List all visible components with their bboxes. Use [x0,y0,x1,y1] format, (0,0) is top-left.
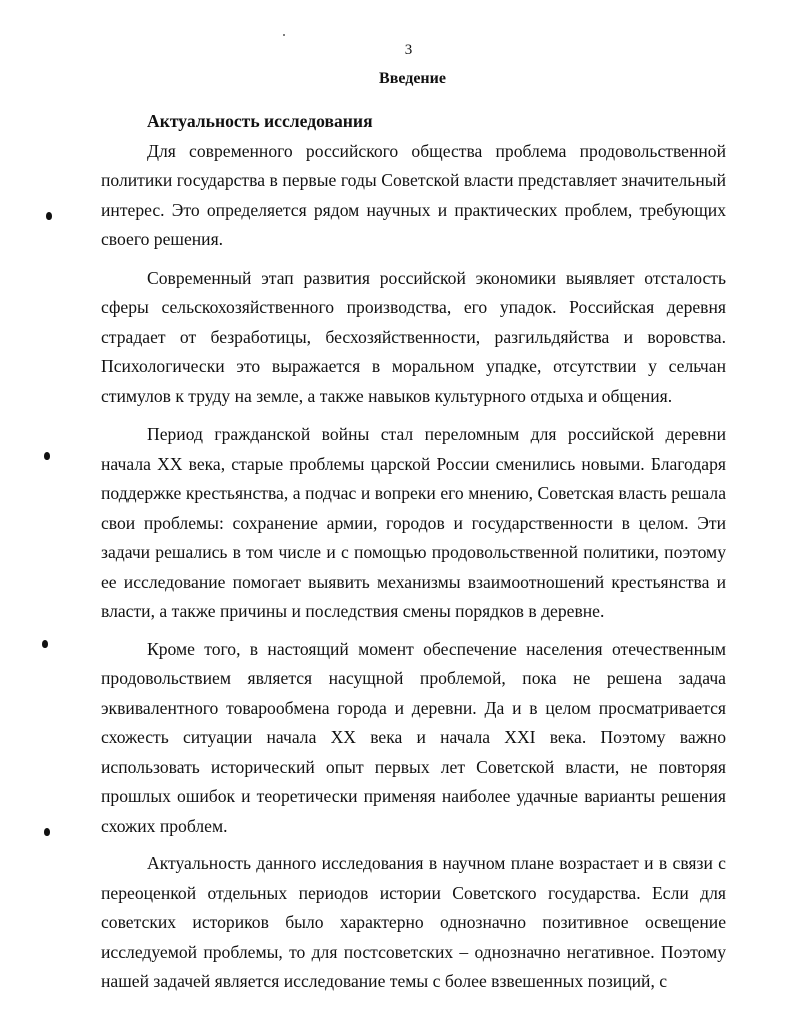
punch-hole-mark [46,212,52,220]
scan-speck [283,34,285,36]
page-number: 3 [404,42,413,58]
subheading: Актуальность исследования [147,111,373,131]
paragraph: Период гражданской войны стал переломным для российской деревни начала XX века, старые проблемы царской России сменились новыми. Благодаря поддержке крестьянства, а подчас и вопреки его мнению, Советская власть решала свои проблемы: сохранение армии, городов и государственности в целом. Эти задачи решались в том числе и с помощью продовольственной политики, поэтому ее исследование помогает выявить механизмы взаимоотношений крестьянства и власти, а также причины и последствия смены порядков в деревне. [101,424,726,621]
punch-hole-mark [44,828,50,836]
page-title: Введение [379,70,446,87]
paragraph: Для современного российского общества проблема продовольственной политики государства в первые годы Советской власти представляет значительный интерес. Это определяется рядом научных и практических проблем, требующих своего решения. [101,140,726,249]
paragraph: Актуальность данного исследования в научном плане возрастает и в связи с переоценкой отдельных периодов истории Советского государства. Если для советских историков было характерно однозначно позитивное освещение исследуемой проблемы, то для постсоветских – однозначно негативное. Поэтому нашей задачей является исследование темы с более взвешенных позиций, с [101,853,726,991]
paragraph: Кроме того, в настоящий момент обеспечение населения отечественным продовольствием является насущной проблемой, пока не решена задача эквивалентного товарообмена города и деревни. Да и в целом просматривается схожесть ситуации начала XX века и начала XXI века. Поэтому важно использовать исторический опыт первых лет Советской власти, не повторяя прошлых ошибок и теоретически применяя наиболее удачные варианты решения схожих проблем. [101,638,726,836]
punch-hole-mark [44,452,50,460]
paragraph: Современный этап развития российской экономики выявляет отсталость сферы сельскохозяйственного производства, его упадок. Российская деревня страдает от безработицы, бесхозяйственности, разгильдяйства и воровства. Психологически это выражается в моральном упадке, отсутствии у сельчан стимулов к труду на земле, а также навыков культурного отдыха и общения. [101,267,726,406]
body-text [101,107,726,997]
punch-hole-mark [42,640,48,648]
